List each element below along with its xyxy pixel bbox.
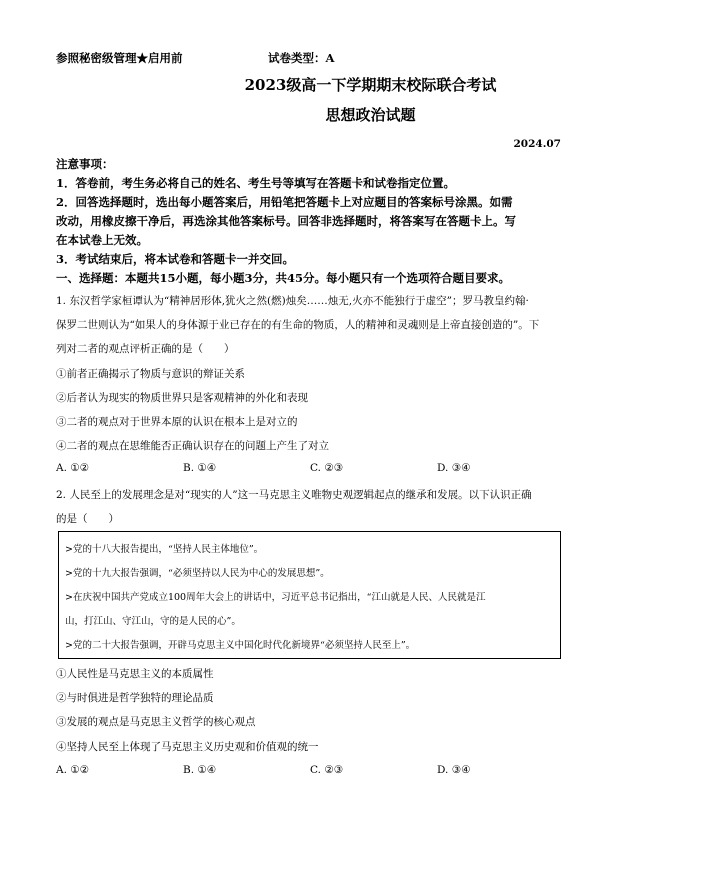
exam-title: 2023级高一下学期期末校际联合考试 [244,76,497,94]
q1-stem-line-2: 保罗二世则认为“如果人的身体源于业已存在的有生命的物质，人的精神和灵魂则是上帝直接创造的”。下 [56,319,540,331]
paper-type: 试卷类型：A [268,51,335,65]
q2-option-2: ②与时俱进是哲学独特的理论品质 [56,692,214,704]
q2-choice-c[interactable]: C. ②③ [310,764,344,776]
q2-quote-2: >党的十九大报告强调，“必须坚持以人民为中心的发展思想”。 [65,568,330,579]
section-heading: 一、选择题：本题共15小题，每小题3分，共45分。每小题只有一个选项符合题目要求。 [56,271,511,285]
q2-option-1: ①人民性是马克思主义的本质属性 [56,668,214,680]
q2-quote-4: >党的二十大报告强调，开辟马克思主义中国化时代化新境界“必须坚持人民至上”。 [65,640,416,651]
q2-quote-1: >党的十八大报告提出，“坚持人民主体地位”。 [65,544,264,555]
note-item-3: 3．考试结束后，将本试卷和答题卡一并交回。 [56,252,294,266]
notes-heading: 注意事项： [56,157,114,171]
header-meta [56,50,335,66]
q2-choice-d[interactable]: D. ③④ [437,764,471,776]
q2-quote-3-line-2: 山，打江山、守江山，守的是人民的心”。 [65,616,241,627]
q2-option-4: ④坚持人民至上体现了马克思主义历史观和价值观的统一 [56,741,319,753]
q2-quote-box [58,531,561,659]
q1-choice-d[interactable]: D. ③④ [437,462,471,474]
q1-stem-line-3: 列对二者的观点评析正确的是（ ） [56,343,235,355]
q2-choice-a[interactable]: A. ①② [56,764,90,776]
q1-choice-b[interactable]: B. ①④ [183,462,217,474]
q2-choice-b[interactable]: B. ①④ [183,764,217,776]
q1-option-4: ④二者的观点在思维能否正确认识存在的问题上产生了对立 [56,440,329,452]
q1-option-3: ③二者的观点对于世界本原的认识在根本上是对立的 [56,416,298,428]
q1-choice-a[interactable]: A. ①② [56,462,90,474]
exam-date: 2024.07 [513,138,561,150]
q2-stem-line-2: 的是（ ） [56,513,119,525]
note-item-1: 1．答卷前，考生务必将自己的姓名、考生号等填写在答题卡和试卷指定位置。 [56,176,455,190]
q1-option-2: ②后者认为现实的物质世界只是客观精神的外化和表现 [56,392,308,404]
q2-option-3: ③发展的观点是马克思主义哲学的核心观点 [56,716,256,728]
note-item-2-line-2: 改动，用橡皮擦干净后，再选涂其他答案标号。回答非选择题时，将答案写在答题卡上。写 [56,214,516,228]
note-item-2-line-1: 2．回答选择题时，选出每小题答案后，用铅笔把答题卡上对应题目的答案标号涂黑。如需 [56,195,513,209]
q1-stem-line-1: 1. 东汉哲学家桓谭认为“精神居形体,犹火之然(燃)烛矣……烛无,火亦不能独行于虚空”；罗马教皇约翰· [56,295,529,307]
q2-quote-3-line-1: >在庆祝中国共产党成立100周年大会上的讲话中，习近平总书记指出，“江山就是人民、人民就是江 [65,592,486,603]
exam-subject: 思想政治试题 [325,106,416,124]
q1-choice-c[interactable]: C. ②③ [310,462,344,474]
note-item-2-line-3: 在本试卷上无效。 [56,233,148,247]
q1-option-1: ①前者正确揭示了物质与意识的辩证关系 [56,368,245,380]
confidential-label: 参照秘密级管理★启用前 [56,51,183,65]
q2-stem-line-1: 2. 人民至上的发展理念是对“现实的人”这一马克思主义唯物史观逻辑起点的继承和发展。以下认识正确 [56,489,532,501]
